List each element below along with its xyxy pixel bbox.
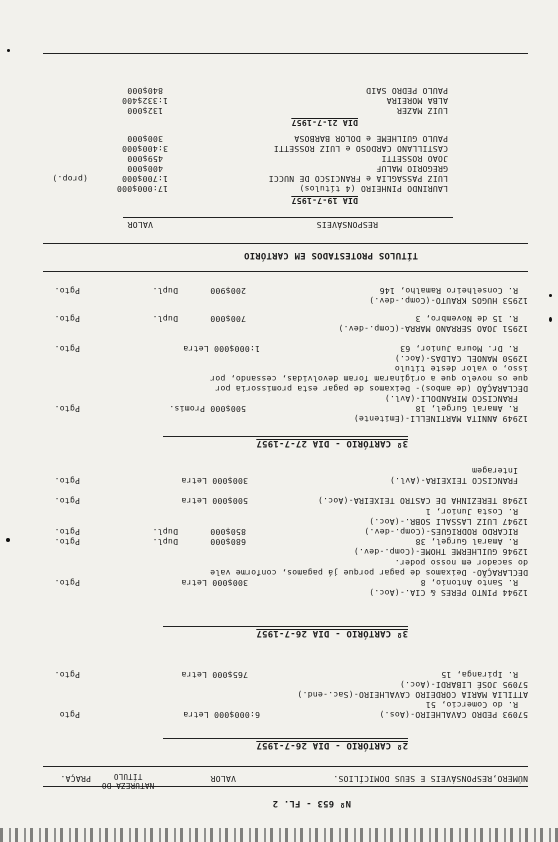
entry-12949-value: 500$000 Promis.: [169, 404, 246, 414]
protested-day-21: DIA 21-7-1957: [291, 118, 358, 128]
protested-row-6-name: PAULO GUILHEME e DOLOR BARBOSA: [294, 134, 448, 144]
entry-12944-address: R. Santo Antonio, 8: [420, 578, 518, 588]
entry-57095-name: 57095 JOSÉ LIBARDI-(Aoc.): [399, 680, 528, 690]
entry-57093-value: 6:000$000 Letra: [183, 710, 260, 720]
protested-col-responsaveis: RESPONSÁVEIS: [316, 220, 378, 230]
section-rule: [163, 626, 408, 627]
protested-row-2-value: 1:700$000: [121, 174, 168, 184]
entry-12946-address: R. Amaral Gurgel, 38: [415, 537, 518, 547]
entry-12947-name: 12947 LUIZ LASSALI SOBR.-(Aoc.): [368, 517, 528, 527]
entry-12946-type: Dupl.: [152, 537, 178, 547]
entry-12949-declaration: DECLARAÇÃO (de ambos)- Deixamos de pagar esta promissoria por: [215, 384, 528, 394]
entry-12949-name: 12949 ANNITA MARTINELLI-(Emitente): [353, 414, 528, 424]
ink-speck: [549, 317, 552, 322]
ink-speck: [6, 538, 10, 542]
protested-row-3-value: 400$000: [127, 164, 163, 174]
entry-12951-praca: Pgto.: [54, 314, 80, 324]
entry-12947-address: R. Costa Junior, 1: [425, 507, 518, 517]
entry-12944-declaration-cont: do sacador em nosso poder.: [394, 558, 528, 568]
entry-57093-drawer: ATTILIA MARIA CORDEIRO CAVALHEIRO-(Sac.-end.): [297, 690, 528, 700]
entry-12951-name: 12951 JOAO SERRANO MARRA-(Comp.-dev.): [338, 324, 528, 334]
section-rule: [163, 738, 408, 739]
entry-12953-name: 12953 HUGOS KRAUTO-(Comp.-dev.): [368, 296, 528, 306]
protested-row-1-name: LAURINDO PINHEIRO (4 títulos): [299, 184, 448, 194]
protested-row-5-name: CASTILLANO CARDOSO e LUIZ ROSSETTI: [273, 144, 448, 154]
protested-title-rule: [43, 243, 528, 244]
entry-57095-address: R. Ipiranga, 15: [441, 670, 518, 680]
section-title-3-cartorio: 3º CARTÓRIO - DIA 26-7-1957: [256, 628, 408, 638]
page-header: Nº 653 - FL. 2: [272, 798, 351, 808]
entry-57095-value: 765$000 Letra: [181, 670, 248, 680]
entry-12944-praca: Pgto.: [54, 578, 80, 588]
entry-12946b-type: Dupl.: [152, 527, 178, 537]
protested-row-9-value: 840$000: [127, 86, 163, 96]
entry-12949-address: R. Amaral Gurgel, 18: [415, 404, 518, 414]
entry-12948-praca: Pgto.: [54, 496, 80, 506]
column-header-valor: VALOR: [210, 774, 236, 784]
entry-12946b-value: 850$000: [210, 527, 246, 537]
entry-12948-value: 500$000 Letra: [181, 496, 248, 506]
column-header-natureza: NATUREZA DO TÍTULO: [101, 772, 155, 790]
protested-row-5-value: 3:400$000: [121, 144, 168, 154]
entry-12950-praca: Pgto.: [54, 344, 80, 354]
column-header-praca: PRAÇA.: [60, 774, 91, 784]
entry-12953-type: Dupl.: [152, 286, 178, 296]
entry-12944-name: 12944 PINTO PERES & CIA.-(Aoc.): [368, 588, 528, 598]
entry-12949-declaration-end: isso, o valor deste título: [394, 364, 528, 374]
scan-edge-noise: [0, 828, 558, 842]
protested-row-6-value: 300$000: [127, 134, 163, 144]
protested-col-rule: [123, 217, 453, 218]
entry-12946-praca: Pgto.: [54, 537, 80, 547]
entry-12951-value: 700$000: [210, 314, 246, 324]
ink-speck: [7, 49, 10, 52]
protested-row-7-name: LUIZ MAZER: [396, 106, 448, 116]
entry-57095-praca: Pgto.: [54, 670, 80, 680]
column-header-rule: [43, 766, 528, 767]
entry-57093-name: 57093 PEDRO CAVALHEIRO-(Aos.): [379, 710, 528, 720]
entry-12950-address: R. Dr. Moura Junior, 63: [400, 344, 518, 354]
protested-row-7-value: 132$000: [127, 106, 163, 116]
entry-12948b-value: 300$000 Letra: [181, 476, 248, 486]
entry-12948-place: Interagem: [471, 466, 518, 476]
entry-12951-address: R. 15 de Novembro, 3: [415, 314, 518, 324]
entry-12949-guarantor: FRANCISCO MIRANDOLI-(Avl.): [384, 394, 518, 404]
column-header-responsaveis: NÚMERO,RESPONSÁVEIS E SEUS DOMICÍLIOS.: [333, 774, 528, 784]
page-bottom-rule: [43, 53, 528, 54]
entry-12948-guarantor: FRANCISCO TEIXEIRA-(Avl.): [389, 476, 518, 486]
entry-12946b-name: RICARDO RODRIGUES-(Comp.-dev.): [364, 527, 518, 537]
entry-12946b-praca: Pgto.: [54, 527, 80, 537]
protested-row-3-name: GREGORIO MALUF: [376, 164, 448, 174]
entry-12944-value: 300$000 Letra: [181, 578, 248, 588]
ink-speck: [549, 294, 552, 297]
section-title-2-cartorio: 2º CARTÓRIO - DIA 26-7-1957: [256, 740, 408, 750]
entry-57093-praca: Pgto: [59, 710, 80, 720]
protested-row-2-note: (prop.): [52, 174, 88, 184]
protested-row-4-name: JOAO ROSSETTI: [381, 154, 448, 164]
protested-title: TÍTULOS PROTESTADOS EM CARTÓRIO: [243, 250, 418, 260]
entry-12951-type: Dupl.: [152, 314, 178, 324]
protested-top-rule: [43, 271, 528, 272]
protested-row-8-value: 1:332$400: [121, 96, 168, 106]
entry-12953-address: R. Conselheiro Ramalho, 146: [379, 286, 518, 296]
protested-row-1-value: 17:000$000: [116, 184, 168, 194]
entry-12948-name: 12948 TEREZINHA DE CASTRO TEIXEIRA-(Aoc.): [317, 496, 528, 506]
entry-57093-address: R. do Comercio, 51: [425, 700, 518, 710]
protested-col-valor: VALOR: [127, 220, 153, 230]
section-rule: [163, 436, 408, 437]
protested-row-9-name: PAULO PEDRO SAID: [365, 86, 448, 96]
entry-12949-praca: Pgto.: [54, 404, 80, 414]
protested-row-4-value: 459$000: [127, 154, 163, 164]
entry-12953-value: 200$900: [210, 286, 246, 296]
entry-12948b-praca: Pgto.: [54, 476, 80, 486]
entry-12946-name: 12946 GUILHERME THOME-(Comp.-dev.): [353, 547, 528, 557]
protested-day-19: DIA 19-7-1957: [291, 196, 358, 206]
protested-row-2-name: LUIZ PASSAGLIA e FRANCISCO DE NUCCI: [268, 174, 448, 184]
entry-12953-praca: Pgto.: [54, 286, 80, 296]
section-title-3-cartorio-27: 3º CARTÓRIO - DIA 27-7-1957: [256, 438, 408, 448]
entry-12949-declaration-cont: que os novelo que a originaram foram devolvidas, cessando, por: [209, 374, 528, 384]
entry-12950-value: 1:000$000 Letra: [183, 344, 260, 354]
protested-row-8-name: ALBA MOREIRA: [386, 96, 448, 106]
entry-12946-value: 680$000: [210, 537, 246, 547]
entry-12944-declaration: DECLARAÇÃO- Deixamos de pagar porque já pagamos, conforme vale: [209, 568, 528, 578]
entry-12950-name: 12950 MANOEL CALDAS-(Aoc.): [394, 354, 528, 364]
